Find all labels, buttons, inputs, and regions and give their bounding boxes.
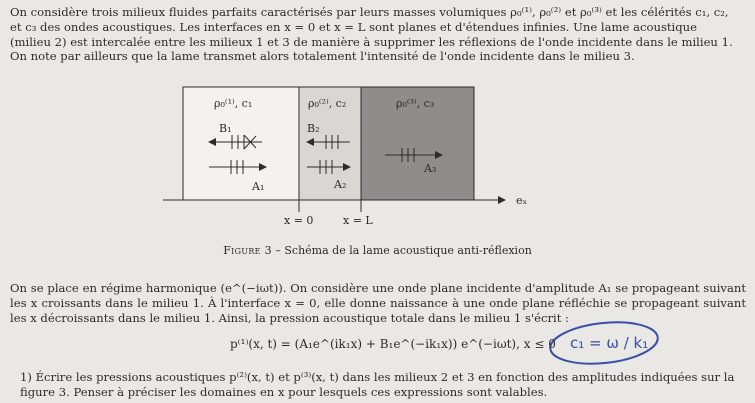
- question-1: [20, 370, 742, 400]
- interface-1-label: x = 0: [284, 214, 314, 227]
- intro-line: et c₃ des ondes acoustiques. Les interfaces en x = 0 et x = L sont planes et d'étendues infinies. Une lame acoustique: [10, 19, 698, 34]
- caption-prefix: Figure 3: [223, 244, 272, 257]
- medium-3-label: ρ₀⁽³⁾, c₃: [396, 97, 435, 110]
- handwritten-note-text: c₁ = ω / k₁: [570, 334, 649, 352]
- paragraph-regime-harmonique: On se place en régime harmonique (e^(−iωt)). On considère une onde plane incidente d'amplitude A₁ se propageant suivant les x croissants dans le milieu 1. À l'interface x = 0, elle donne naissance à une onde plane réfléchie se propageant suivant les x décroissants dans le milieu 1. Ainsi, la pression acoustique totale dans le milieu 1 s'écrit :: [10, 281, 746, 325]
- question-number: 1): [20, 370, 32, 384]
- axis-label: eₓ: [516, 194, 528, 207]
- intro-line: (milieu 2) est intercalée entre les milieux 1 et 3 de manière à supprimer les réflexions de l'onde incidente dans le milieu 1.: [10, 34, 733, 49]
- medium-2-label: ρ₀⁽²⁾, c₂: [308, 97, 347, 110]
- wave-A2-label: A₂: [334, 178, 347, 191]
- wave-B2-label: B₂: [307, 122, 320, 135]
- wave-A3-label: A₃: [424, 162, 437, 175]
- intro-line: On note par ailleurs que la lame transmet alors totalement l'intensité de l'onde incidente dans le milieu 3.: [10, 49, 635, 64]
- intro-line: On considère trois milieux fluides parfaits caractérisés par leurs masses volumiques ρ₀⁽¹⁾, ρ₀⁽²⁾ et ρ₀⁽³⁾ et les célérités c₁, c₂,: [10, 5, 729, 19]
- question-text: Écrire les pressions acoustiques p⁽²⁾(x, t) et p⁽³⁾(x, t) dans les milieux 2 et 3 en fonction des amplitudes indiquées sur la figure 3. Penser à préciser les domaines en x pour lesquels ces expressions sont valables.: [20, 370, 735, 399]
- interface-2-label: x = L: [343, 214, 373, 227]
- figure-caption: [0, 244, 755, 257]
- medium-1-label: ρ₀⁽¹⁾, c₁: [214, 97, 253, 110]
- pressure-equation: p⁽¹⁾(x, t) = (A₁e^(ik₁x) + B₁e^(−ik₁x)) e^(−iωt), x ≤ 0: [230, 337, 556, 351]
- wave-A1-label: A₁: [252, 180, 265, 193]
- wave-B1-label: B₁: [219, 122, 232, 135]
- caption-text: – Schéma de la lame acoustique anti-réflexion: [271, 244, 532, 257]
